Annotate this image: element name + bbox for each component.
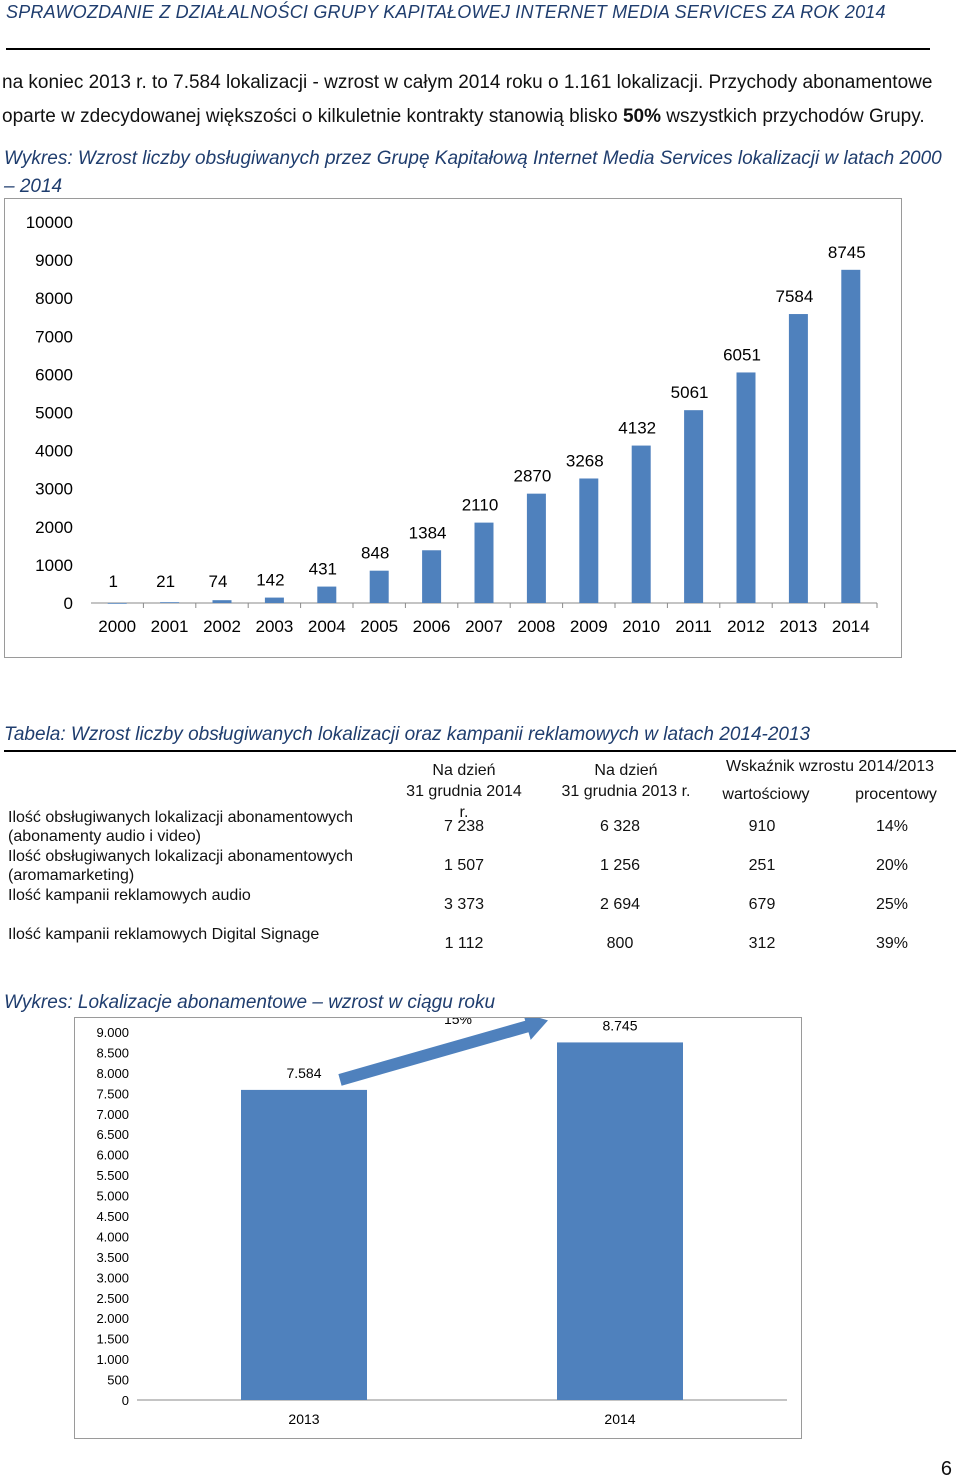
y-tick-label: 9000 [35,251,73,271]
paragraph-highlight: 50% [622,106,661,127]
y-tick-label: 3.000 [96,1270,129,1286]
data-label: 8.745 [602,1018,638,1034]
chart1-caption: Wykres: Wzrost liczby obsługiwanych przez Grupę Kapitałową Internet Media Services lokalizacji w latach 2000 – 2014 [4,148,942,197]
data-label: 431 [308,559,337,579]
bar [684,410,703,603]
page-number: 6 [940,1458,952,1480]
table-subheader-percent: procentowy [855,786,937,803]
table-cell-value: 679 [748,896,776,913]
col-2014-header-line2: 31 grudnia 2014 r. [406,783,522,821]
y-tick-label: 8000 [35,289,73,309]
intro-paragraph [2,66,952,134]
bar [841,270,860,603]
paragraph-line-2-end: wszystkich przychodów Grupy. [661,106,925,127]
table-caption: Tabela: Wzrost liczby obsługiwanych lokalizacji oraz kampanii reklamowych w latach 2014-2013 [4,724,811,745]
data-label: 8745 [827,242,866,262]
y-tick-label: 5.000 [96,1188,129,1204]
y-tick-label: 5.500 [96,1168,129,1184]
row-label-line1: Ilość obsługiwanych lokalizacji abonamentowych [8,848,354,865]
data-label: 2870 [513,466,552,486]
bar [422,550,441,603]
x-tick-label: 2001 [150,617,189,636]
table-col-2014-header [404,760,524,823]
data-label: 5061 [670,383,709,403]
data-label: 21 [156,572,176,591]
col-2013-header-line2: 31 grudnia 2013 r. [561,783,691,800]
table-cell-value: 312 [748,935,776,952]
data-label: 1 [108,572,118,591]
growth-arrow-icon [338,1018,548,1086]
table-top-rule [4,750,956,752]
y-tick-label: 10000 [25,213,73,232]
x-tick-label: 2010 [622,617,661,636]
bar [265,598,284,603]
y-tick-label: 4000 [35,441,73,461]
row-label-line1: Ilość obsługiwanych lokalizacji abonamentowych [8,809,354,826]
row-label-line2: (aromamarketing) [8,867,135,884]
row-label-line2: (abonamenty audio i video) [8,828,202,845]
x-tick-label: 2011 [675,617,712,636]
chart2-svg [75,1018,801,1438]
bar [160,602,179,603]
report-header: SPRAWOZDANIE Z DZIAŁALNOŚCI GRUPY KAPITAŁOWEJ INTERNET MEDIA SERVICES ZA ROK 2014 [6,2,886,22]
y-tick-label: 7.000 [96,1106,129,1122]
table-row-label [8,808,378,846]
y-tick-label: 0 [121,1393,129,1408]
table-cell-value: 910 [748,818,776,835]
x-tick-label: 2004 [307,617,346,636]
table-cell-2014: 7 238 [443,818,485,835]
y-tick-label: 1000 [35,555,73,575]
table-cell-2014: 3 373 [443,896,485,913]
bar [557,1042,683,1400]
table-cell-percent: 25% [875,896,909,913]
data-label: 74 [208,572,228,591]
data-label: 1384 [408,523,447,543]
y-tick-label: 4.000 [96,1229,129,1245]
paragraph-line-2 [2,100,952,134]
x-tick-label: 2000 [98,617,137,636]
x-tick-label: 2012 [727,617,765,636]
y-tick-label: 7.500 [96,1086,129,1102]
table-row-label [8,847,378,885]
y-tick-label: 3000 [35,479,73,499]
data-label: 3268 [565,451,604,471]
x-tick-label: 2007 [465,617,503,636]
table-row-label [8,886,378,905]
bar [789,314,808,603]
data-label: 2110 [461,495,499,515]
y-tick-label: 3.500 [96,1249,129,1265]
table-cell-percent: 20% [875,857,909,874]
chart2-frame [74,1017,802,1439]
data-label: 848 [361,543,390,563]
data-label: 7.584 [286,1064,322,1081]
bar [579,478,598,603]
y-tick-label: 4.500 [96,1209,129,1224]
paragraph-line-1: na koniec 2013 r. to 7.584 lokalizacji - wzrost w całym 2014 roku o 1.161 lokalizacji. Przychody abonamentowe [2,72,933,93]
x-tick-label: 2014 [831,617,870,636]
y-tick-label: 6.500 [96,1127,129,1143]
bar [241,1090,367,1400]
row-label-line1: Ilość kampanii reklamowych Digital Signage [8,926,320,943]
table-cell-2013: 800 [606,935,634,952]
bar [527,494,546,603]
table-growth-header: Wskaźnik wzrostu 2014/2013 [725,758,935,775]
x-tick-label: 2005 [360,617,399,636]
table-cell-2013: 6 328 [599,818,641,835]
table-cell-percent: 39% [875,935,909,952]
table-cell-2014: 1 112 [444,935,484,952]
table-cell-value: 251 [748,857,776,874]
x-tick-label: 2013 [779,617,818,636]
y-tick-label: 6000 [35,365,73,385]
data-label: 142 [256,570,285,590]
bar [737,372,756,603]
chart1-svg [5,199,901,657]
col-2014-header-line1: Na dzień [432,762,496,779]
y-tick-label: 2000 [35,517,73,537]
table-row-label [8,925,378,944]
y-tick-label: 6.000 [96,1147,129,1163]
bar [632,446,651,603]
table-cell-2013: 1 256 [599,857,641,874]
row-label-line1: Ilość kampanii reklamowych audio [8,887,251,904]
x-tick-label: 2009 [569,617,608,636]
data-label: 7584 [775,287,814,307]
x-tick-label: 2014 [604,1411,636,1427]
y-tick-label: 8.000 [96,1065,129,1081]
data-label: 4132 [618,418,657,438]
x-tick-label: 2002 [203,617,241,636]
bar [475,523,494,603]
y-tick-label: 7000 [35,327,73,347]
bar [213,600,232,603]
x-tick-label: 2008 [517,617,556,636]
table-cell-percent: 14% [875,818,909,835]
x-tick-label: 2006 [412,617,451,636]
table-cell-2014: 1 507 [443,857,485,874]
y-tick-label: 2.000 [96,1311,129,1327]
header-divider [6,48,930,50]
y-tick-label: 2.500 [96,1290,129,1306]
chart1-frame [4,198,902,658]
paragraph-line-2-start: oparte w zdecydowanej większości o kilkuletnie kontrakty stanowią blisko [2,106,623,127]
table-cell-2013: 2 694 [599,896,641,913]
y-tick-label: 1.500 [96,1331,129,1347]
y-tick-label: 1.000 [96,1352,129,1368]
col-2013-header-line1: Na dzień [594,762,658,779]
bar [108,603,127,604]
bar [317,587,336,603]
table-col-2013-header [556,760,696,802]
y-tick-label: 8.500 [96,1045,129,1061]
y-tick-label: 0 [63,594,73,613]
data-label: 6051 [723,345,761,365]
bar [370,571,389,603]
x-tick-label: 2013 [288,1411,320,1427]
y-tick-label: 5000 [35,403,73,423]
chart2-caption: Wykres: Lokalizacje abonamentowe – wzrost w ciągu roku [4,992,496,1013]
x-tick-label: 2003 [255,617,294,636]
table-subheader-value: wartościowy [722,786,810,803]
growth-annotation: 15% [443,1018,473,1028]
y-tick-label: 9.000 [96,1025,129,1040]
y-tick-label: 500 [107,1372,129,1388]
